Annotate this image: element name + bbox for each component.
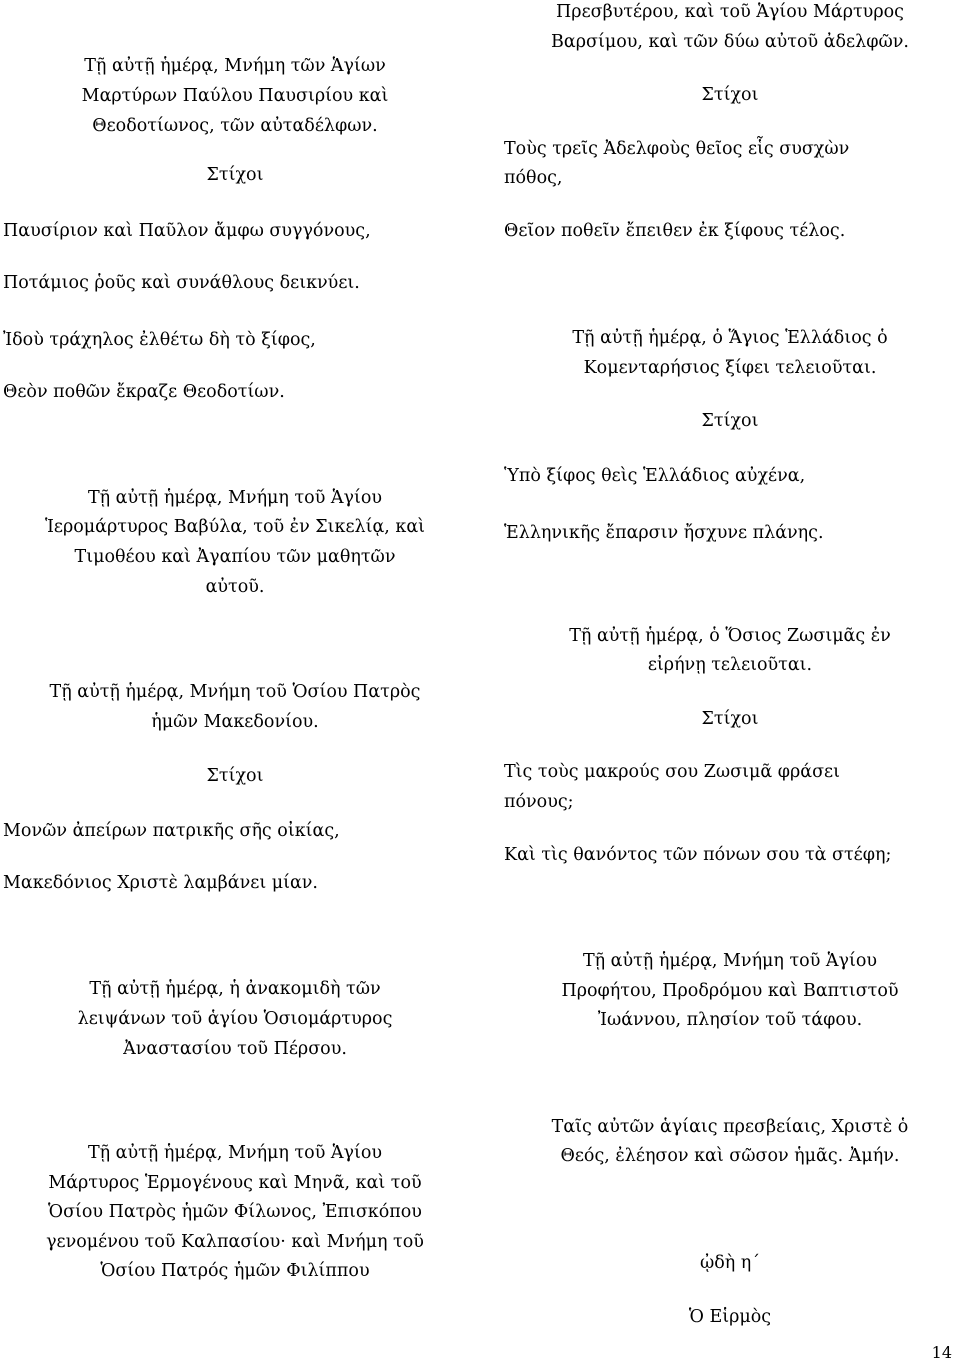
section-heading: ἡμῶν Μακεδονίου. xyxy=(151,712,319,732)
section-heading: Κομενταρήσιος ξίφει τελειοῦται. xyxy=(583,358,877,378)
ode-label: ᾠδὴ η΄ xyxy=(699,1253,761,1273)
section-heading: Τῇ αὐτῇ ἡμέρᾳ, ὁ Ὅσιος Ζωσιμᾶς ἐν xyxy=(569,626,891,646)
section-heading: Τῇ αὐτῇ ἡμέρᾳ, Μνήμη τοῦ Ἁγίου xyxy=(87,1143,383,1163)
verse-line: Ποτάμιος ῥοῦς καὶ συνάθλους δεικνύει. xyxy=(3,273,360,293)
section-heading: Ἱερομάρτυρος Βαβύλα, τοῦ ἐν Σικελίᾳ, καὶ xyxy=(44,517,426,537)
verse-line: Ὑπὸ ξίφος θεὶς Ἑλλάδιος αὐχένα, xyxy=(504,466,806,486)
section-heading: Τῇ αὐτῇ ἡμέρᾳ, Μνήμη τοῦ Ἁγίου xyxy=(87,488,383,508)
section-heading: αὐτοῦ. xyxy=(205,577,265,597)
stichoi-label: Στίχοι xyxy=(701,709,759,729)
verse-line: Ἑλληνικῆς ἔπαρσιν ἤσχυνε πλάνης. xyxy=(504,523,824,543)
stichoi-label: Στίχοι xyxy=(701,411,759,431)
section-heading: λειψάνων τοῦ ἁγίου Ὁσιομάρτυρος xyxy=(77,1009,393,1029)
verse-line: Παυσίριον καὶ Παῦλον ἄμφω συγγόνους, xyxy=(3,221,371,241)
section-heading: εἰρήνῃ τελειοῦται. xyxy=(647,655,813,675)
stichoi-label: Στίχοι xyxy=(206,165,264,185)
heirmos-label: Ὁ Εἱρμὸς xyxy=(688,1307,772,1327)
section-heading: Τῇ αὐτῇ ἡμέρᾳ, Μνήμη τῶν Ἁγίων xyxy=(84,56,386,76)
section-heading: Μάρτυρος Ἑρμογένους καὶ Μηνᾶ, καὶ τοῦ xyxy=(48,1173,422,1193)
stichoi-label: Στίχοι xyxy=(701,85,759,105)
section-heading: Τῇ αὐτῇ ἡμέρᾳ, ὁ Ἅγιος Ἑλλάδιος ὁ xyxy=(572,328,888,348)
section-heading: Μαρτύρων Παύλου Παυσιρίου καὶ xyxy=(81,86,389,106)
section-heading: Ταῖς αὐτῶν ἁγίαις πρεσβείαις, Χριστὲ ὁ xyxy=(551,1117,909,1137)
verse-line: Θεῖον ποθεῖν ἔπειθεν ἐκ ξίφους τέλος. xyxy=(504,221,846,241)
section-heading: Ἀναστασίου τοῦ Πέρσου. xyxy=(123,1039,347,1059)
section-heading: Τῇ αὐτῇ ἡμέρᾳ, Μνήμη τοῦ Ἁγίου xyxy=(582,951,878,971)
section-heading: Τῇ αὐτῇ ἡμέρᾳ, ἡ ἀνακομιδὴ τῶν xyxy=(89,979,381,999)
verse-line: Θεὸν ποθῶν ἔκραζε Θεοδοτίων. xyxy=(3,382,285,402)
section-heading: Ὁσίου Πατρὸς ἡμῶν Φίλωνος, Ἐπισκόπου xyxy=(48,1202,422,1222)
section-heading: Τιμοθέου καὶ Ἀγαπίου τῶν μαθητῶν xyxy=(74,547,396,567)
section-heading: Θεοδοτίωνος, τῶν αὐταδέλφων. xyxy=(92,116,378,136)
section-heading: Τῇ αὐτῇ ἡμέρᾳ, Μνήμη τοῦ Ὁσίου Πατρὸς xyxy=(49,682,421,702)
section-heading: γενομένου τοῦ Καλπασίου· καὶ Μνήμη τοῦ xyxy=(46,1232,424,1252)
verse-line: Τὶς τοὺς μακρούς σου Ζωσιμᾶ φράσει xyxy=(504,762,840,782)
verse-line: Μονῶν ἀπείρων πατρικῆς σῆς οἰκίας, xyxy=(3,821,340,841)
section-heading: Θεός, ἐλέησον καὶ σῶσον ἡμᾶς. Ἀμήν. xyxy=(560,1146,900,1166)
verse-line: Καὶ τὶς θανόντος τῶν πόνων σου τὰ στέφη; xyxy=(504,845,892,865)
section-heading: Ὁσίου Πατρός ἡμῶν Φιλίππου xyxy=(100,1261,370,1281)
stichoi-label: Στίχοι xyxy=(206,766,264,786)
section-heading: Βαρσίμου, καὶ τῶν δύω αὐτοῦ ἀδελφῶν. xyxy=(551,32,909,52)
verse-line: Μακεδόνιος Χριστὲ λαμβάνει μίαν. xyxy=(3,873,318,893)
verse-line: πόθος, xyxy=(504,168,563,188)
verse-line: Ἰδοὺ τράχηλος ἐλθέτω δὴ τὸ ξίφος, xyxy=(3,330,316,350)
section-heading: Πρεσβυτέρου, καὶ τοῦ Ἁγίου Μάρτυρος xyxy=(556,2,904,22)
section-heading: Ἰωάννου, πλησίον τοῦ τάφου. xyxy=(597,1010,863,1030)
verse-line: Τοὺς τρεῖς Ἀδελφοὺς θεῖος εἷς συσχὼν xyxy=(504,139,850,159)
section-heading: Προφήτου, Προδρόμου καὶ Βαπτιστοῦ xyxy=(561,981,899,1001)
verse-line: πόνους; xyxy=(504,792,574,812)
page-number: 14 xyxy=(931,1343,952,1362)
